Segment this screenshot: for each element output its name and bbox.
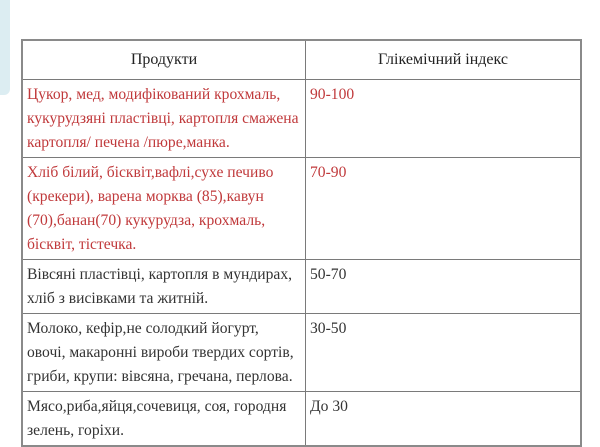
header-glycemic-index: Глікемічний індекс	[306, 40, 582, 80]
header-products: Продукти	[22, 40, 306, 80]
table-row	[22, 80, 581, 158]
table-row	[22, 260, 581, 314]
products-cell: Цукор, мед, модифікований крохмаль, кукурудзяні пластівці, картопля смажена картопля/ печена /пюре,манка.	[22, 80, 306, 158]
products-cell: Молоко, кефір,не солодкий йогурт, овочі, макаронні вироби твердих сортів, гриби, крупи: вівсяна, гречана, перлова.	[22, 314, 306, 392]
index-cell: 90-100	[306, 80, 582, 158]
products-cell: Вівсяні пластівці, картопля в мундирах, хліб з висівками та житній.	[22, 260, 306, 314]
index-cell: 50-70	[306, 260, 582, 314]
products-cell: Мясо,риба,яйця,сочевиця, соя, городня зелень, горіхи.	[22, 392, 306, 447]
index-cell: 30-50	[306, 314, 582, 392]
table-row	[22, 158, 581, 260]
table-row	[22, 314, 581, 392]
glycemic-index-table	[21, 39, 582, 447]
table-header-row	[22, 40, 581, 80]
products-cell: Хліб білий, бісквіт,вафлі,сухе печиво (крекери), варена морква (85),кавун (70),банан(70) кукурудза, крохмаль, бісквіт, тістечка.	[22, 158, 306, 260]
table-row	[22, 392, 581, 447]
slide-decoration	[0, 0, 10, 95]
index-cell: 70-90	[306, 158, 582, 260]
index-cell: До 30	[306, 392, 582, 447]
